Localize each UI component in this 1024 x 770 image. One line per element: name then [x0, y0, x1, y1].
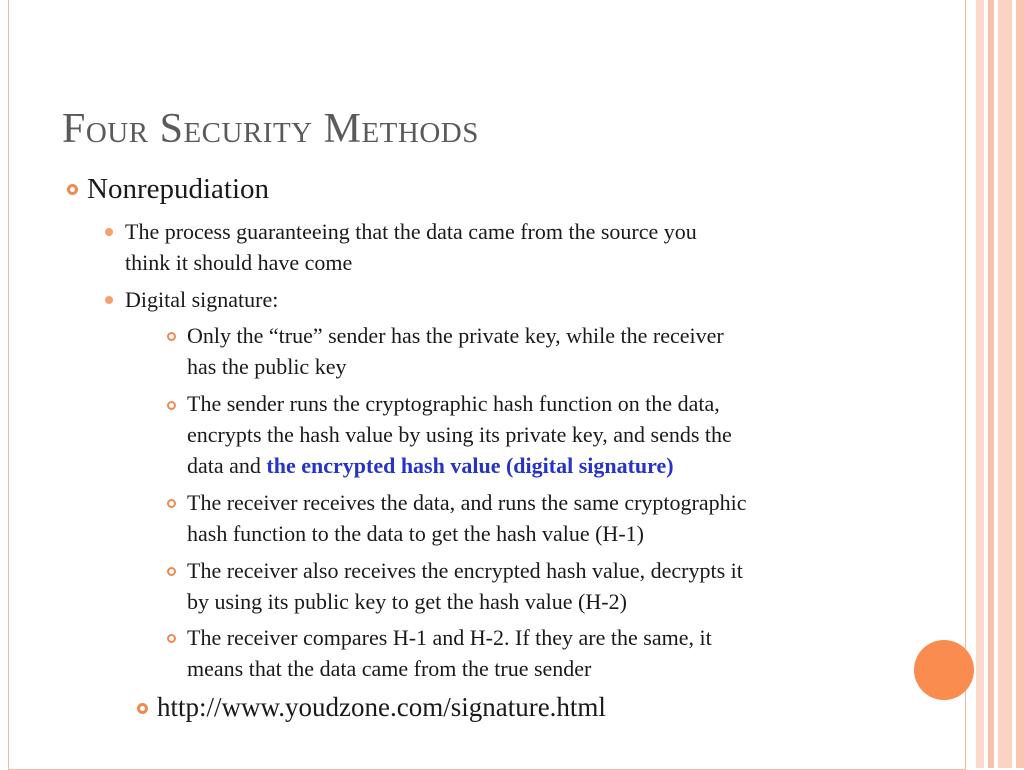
subbullet-receiver-receives-line1: The receiver receives the data, and runs the same cryptographic	[187, 490, 747, 515]
bullet-nonrepudiation: Nonrepudiation	[87, 173, 270, 205]
subbullet-sender-runs-line3	[187, 450, 674, 481]
highlighted-phrase: the encrypted hash value (digital signature)	[266, 453, 674, 478]
stripe-2	[988, 0, 994, 768]
bullet-dot-icon	[105, 296, 113, 304]
bullet-process-line1: The process guaranteeing that the data came from the source you	[125, 219, 697, 244]
subbullet-receiver-receives-line2: hash function to the data to get the hash value (H-1)	[187, 521, 644, 546]
bullet-dot-icon	[105, 228, 113, 236]
line-text: data and	[187, 453, 267, 478]
bullet-ring-icon	[137, 703, 148, 714]
subbullet-receiver-decrypts-line2: by using its public key to get the hash value (H-2)	[187, 589, 627, 614]
bullet-ring-small-icon	[167, 499, 176, 508]
slide-title: Four Security Methods	[62, 106, 479, 152]
subbullet-true-sender-line1: Only the “true” sender has the private key, while the receiver	[187, 323, 724, 348]
subbullet-receiver-decrypts-line1: The receiver also receives the encrypted hash value, decrypts it	[187, 558, 743, 583]
decorative-circle	[914, 640, 974, 700]
bullet-ring-small-icon	[167, 567, 176, 576]
bullet-digital-signature: Digital signature:	[125, 287, 279, 312]
subbullet-sender-runs-line2: encrypts the hash value by using its private key, and sends the	[187, 422, 732, 447]
bullet-ring-small-icon	[167, 332, 176, 341]
bullet-ring-icon	[67, 184, 78, 195]
bullet-ring-small-icon	[167, 634, 176, 643]
stripe-1	[976, 0, 984, 768]
subbullet-true-sender-line2: has the public key	[187, 354, 347, 379]
subbullet-compare-line2: means that the data came from the true sender	[187, 656, 592, 681]
subbullet-sender-runs-line1: The sender runs the cryptographic hash function on the data,	[187, 391, 720, 416]
stripe-3	[998, 0, 1012, 768]
subbullet-compare-line1: The receiver compares H-1 and H-2. If they are the same, it	[187, 625, 712, 650]
bullet-process-line2: think it should have come	[125, 250, 353, 275]
reference-link[interactable]: http://www.youdzone.com/signature.html	[157, 692, 606, 722]
stripe-4	[1016, 0, 1024, 768]
bullet-ring-small-icon	[167, 401, 176, 410]
